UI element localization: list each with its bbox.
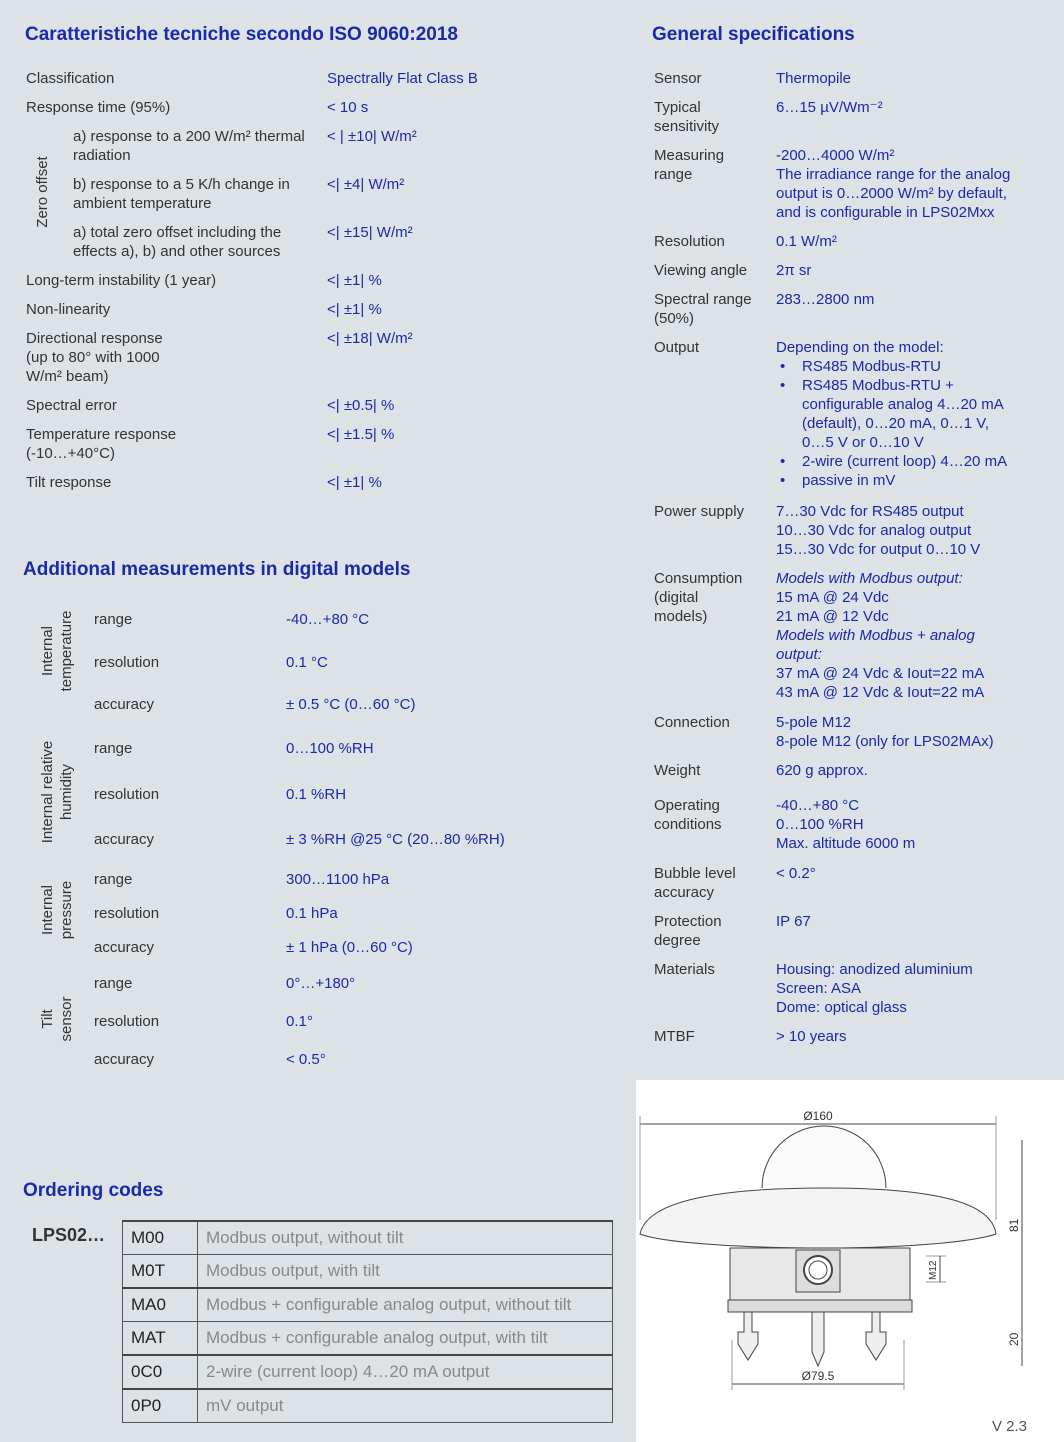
list-item: • passive in mV <box>776 471 1036 490</box>
dimension-label: M12 <box>928 1260 939 1280</box>
list-item: • RS485 Modbus-RTU <box>776 357 1036 376</box>
dimension-drawing <box>636 1100 1064 1400</box>
general-title: General specifications <box>652 24 855 45</box>
zero-offset-label: Zero offset <box>34 156 51 228</box>
dimension-label: Ø79.5 <box>801 1369 835 1383</box>
table-row: 0P0 mV output <box>123 1389 613 1423</box>
list-item: • RS485 Modbus-RTU + configurable analog 4…20 mA (default), 0…20 mA, 0…1 V, 0…5 V or 0…10 V <box>776 376 1016 452</box>
group-label: Internal pressure <box>39 880 75 940</box>
table-row: 0C0 2-wire (current loop) 4…20 mA output <box>123 1355 613 1389</box>
connector-icon <box>804 1256 832 1284</box>
dimension-label: Ø160 <box>803 1109 833 1123</box>
additional-title: Additional measurements in digital models <box>23 559 411 580</box>
dimension-label: 81 <box>1007 1218 1021 1232</box>
table-row: M0T Modbus output, with tilt <box>123 1255 613 1289</box>
table-row: MA0 Modbus + configurable analog output, without tilt <box>123 1288 613 1322</box>
foot <box>738 1312 758 1360</box>
iso-title: Caratteristiche tecniche secondo ISO 9060:2018 <box>25 24 458 45</box>
group-label: Tilt sensor <box>39 996 75 1042</box>
group-label: Internal relative humidity <box>39 740 75 844</box>
dome <box>762 1126 886 1188</box>
group-label: Internal temperature <box>39 610 75 692</box>
output-list <box>776 357 1036 490</box>
ordering-title: Ordering codes <box>23 1180 164 1201</box>
foot <box>812 1312 824 1366</box>
table-row: M00 Modbus output, without tilt <box>123 1221 613 1255</box>
list-item: • 2-wire (current loop) 4…20 mA <box>776 452 1036 471</box>
code-prefix: LPS02… <box>32 1225 106 1245</box>
version-label: V 2.3 <box>992 1418 1028 1435</box>
shade <box>640 1188 996 1248</box>
ordering-table <box>122 1220 613 1423</box>
table-row: MAT Modbus + configurable analog output, with tilt <box>123 1322 613 1356</box>
foot <box>866 1312 886 1360</box>
dimension-label: 20 <box>1007 1332 1021 1346</box>
